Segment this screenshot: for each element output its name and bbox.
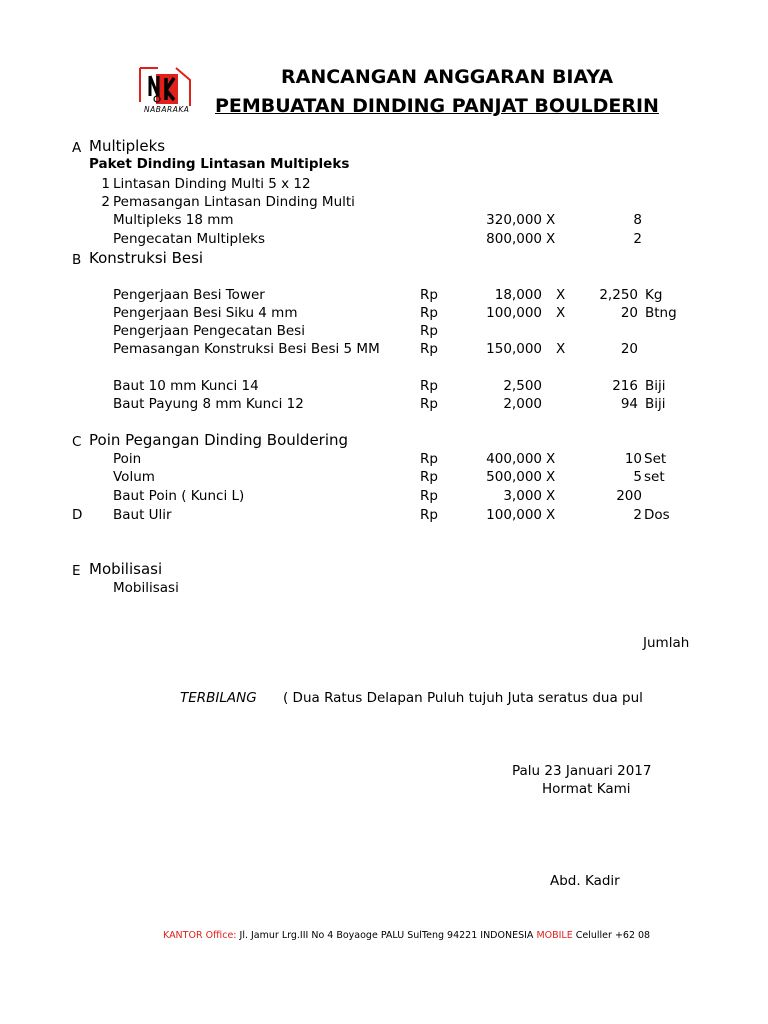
closing-text: Hormat Kami (542, 781, 631, 797)
row-qty: 8 (633, 212, 642, 228)
footer-office-label: KANTOR Office: (163, 930, 237, 941)
row-times: X (546, 488, 556, 504)
doc-title-line1: RANCANGAN ANGGARAN BIAYA (281, 66, 614, 88)
row-desc: Baut Ulir (113, 507, 172, 523)
row-desc: Baut Payung 8 mm Kunci 12 (113, 396, 304, 412)
footer-mobile: Celuller +62 08 (572, 930, 651, 941)
row-desc: Pengecatan Multipleks (113, 231, 265, 247)
row-unit: Biji (645, 378, 666, 394)
section-e-letter: E (72, 563, 81, 579)
row-currency: Rp (420, 323, 438, 339)
section-a-subtitle: Paket Dinding Lintasan Multipleks (89, 156, 350, 172)
row-times: X (546, 451, 556, 467)
row-qty: 10 (624, 451, 642, 467)
row-desc: Poin (113, 451, 142, 467)
row-price: 100,000 (486, 507, 542, 523)
terbilang-label: TERBILANG (180, 690, 257, 706)
footer-contact (163, 930, 700, 941)
row-price: 320,000 (486, 212, 542, 228)
footer-mobile-label: MOBILE (536, 930, 573, 941)
row-desc: Mobilisasi (113, 580, 179, 596)
row-qty: 5 (633, 469, 642, 485)
row-desc: Pengerjaan Besi Siku 4 mm (113, 305, 298, 321)
row-desc: Baut Poin ( Kunci L) (113, 488, 245, 504)
row-price: 2,000 (503, 396, 542, 412)
footer-address: Jl. Jamur Lrg.III No 4 Boyaoge PALU SulTeng 94221 INDONESIA (236, 930, 537, 941)
row-desc: Volum (113, 469, 155, 485)
row-currency: Rp (420, 507, 438, 523)
row-qty: 20 (620, 305, 638, 321)
row-currency: Rp (420, 305, 438, 321)
row-price: 3,000 (503, 488, 542, 504)
row-unit: Btng (645, 305, 677, 321)
row-times: X (546, 507, 556, 523)
row-currency: Rp (420, 488, 438, 504)
row-unit: Set (644, 451, 667, 467)
row-times: X (546, 212, 556, 228)
row-qty: 200 (616, 488, 642, 504)
row-desc: Multipleks 18 mm (113, 212, 234, 228)
row-currency: Rp (420, 341, 438, 357)
row-price: 400,000 (486, 451, 542, 467)
row-qty: 20 (620, 341, 638, 357)
logo-brand-text: NABARAKA (144, 105, 190, 114)
section-c-title: Poin Pegangan Dinding Bouldering (89, 431, 349, 449)
row-price: 500,000 (486, 469, 542, 485)
list-item-number: 1 (101, 176, 110, 192)
row-qty: 2 (633, 507, 642, 523)
section-d-letter: D (72, 507, 83, 523)
terbilang-text: ( Dua Ratus Delapan Puluh tujuh Juta seratus dua pul (283, 690, 643, 706)
section-c-letter: C (72, 434, 82, 450)
row-times: X (546, 469, 556, 485)
row-qty: 2 (633, 231, 642, 247)
row-qty: 2,250 (599, 287, 638, 303)
company-logo (136, 66, 194, 118)
doc-title-line2: PEMBUATAN DINDING PANJAT BOULDERIN (215, 95, 659, 117)
row-price: 2,500 (503, 378, 542, 394)
row-desc: Pemasangan Konstruksi Besi Besi 5 MM (113, 341, 380, 357)
row-unit: set (644, 469, 665, 485)
row-times: X (556, 287, 566, 303)
row-currency: Rp (420, 287, 438, 303)
section-a-title: Multipleks (89, 137, 166, 155)
row-price: 18,000 (494, 287, 542, 303)
row-desc: Pengerjaan Pengecatan Besi (113, 323, 305, 339)
section-b-letter: B (72, 252, 82, 268)
row-desc: Pengerjaan Besi Tower (113, 287, 265, 303)
row-currency: Rp (420, 469, 438, 485)
row-currency: Rp (420, 396, 438, 412)
row-unit: Biji (645, 396, 666, 412)
row-currency: Rp (420, 378, 438, 394)
row-qty: 216 (612, 378, 638, 394)
list-item: Pemasangan Lintasan Dinding Multi (113, 194, 355, 210)
row-unit: Kg (645, 287, 663, 303)
signatory-name: Abd. Kadir (550, 873, 620, 889)
row-price: 800,000 (486, 231, 542, 247)
section-e-title: Mobilisasi (89, 560, 163, 578)
section-a-letter: A (72, 140, 82, 156)
row-desc: Baut 10 mm Kunci 14 (113, 378, 259, 394)
row-qty: 94 (620, 396, 638, 412)
row-currency: Rp (420, 451, 438, 467)
row-times: X (556, 341, 566, 357)
list-item-number: 2 (101, 194, 110, 210)
place-date: Palu 23 Januari 2017 (512, 763, 652, 779)
row-times: X (546, 231, 556, 247)
section-b-title: Konstruksi Besi (89, 249, 204, 267)
row-unit: Dos (644, 507, 670, 523)
row-times: X (556, 305, 566, 321)
row-price: 150,000 (486, 341, 542, 357)
row-price: 100,000 (486, 305, 542, 321)
total-label: Jumlah (643, 635, 690, 651)
list-item: Lintasan Dinding Multi 5 x 12 (113, 176, 311, 192)
